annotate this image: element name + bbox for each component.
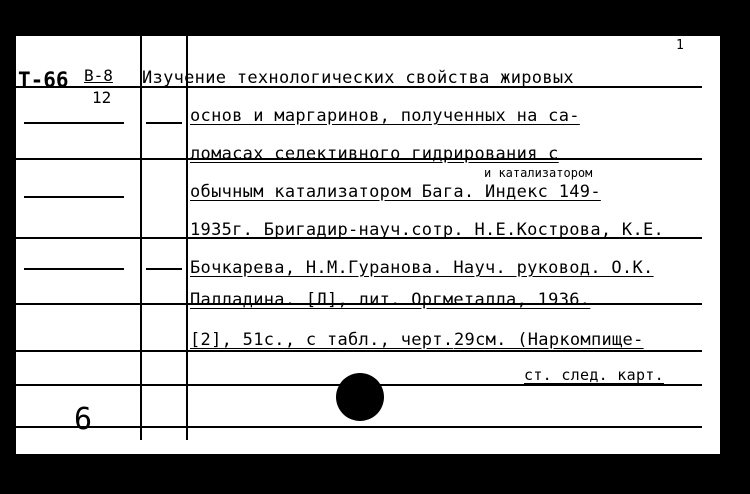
ruled-line — [16, 350, 702, 352]
margin-dash — [146, 268, 182, 270]
margin-dash — [146, 158, 182, 160]
margin-dash — [24, 196, 124, 198]
ruled-line — [16, 426, 702, 428]
size-text: 29см. (Наркомпище- — [454, 330, 644, 350]
text-line-2: основ и маргаринов, полученных на са- — [190, 106, 580, 126]
text-line-3: ломасах селективного гидрирования с — [190, 144, 559, 164]
punch-hole — [336, 373, 384, 421]
text-line-9: ст. след. карт. — [524, 366, 664, 384]
text-line-1: Изучение технологических свойства жировых — [142, 68, 574, 88]
text-line-8: [2], 51с., с табл., черт. — [190, 330, 454, 350]
insertion-text: и катализатором — [484, 166, 593, 180]
text-line-5: 1935г. Бригадир-науч.сотр. Н.Е.Кострова, К.Е. — [190, 220, 665, 240]
text-line-4: обычным катализатором Бага. Индекс 149- — [190, 182, 601, 202]
margin-dash — [24, 268, 124, 270]
page-number: 1 — [676, 38, 684, 53]
code-bottom: 12 — [92, 88, 112, 107]
catalog-card — [16, 36, 720, 454]
margin-dash — [24, 122, 124, 124]
shelf-mark: Т-66 — [18, 68, 69, 92]
margin-dash — [146, 122, 182, 124]
text-line-7: Палладина. [Л], лит. Оргметалла, 1936. — [190, 290, 591, 310]
bottom-mark: 6 — [74, 402, 93, 437]
text-line-6: Бочкарева, Н.М.Гуранова. Науч. руковод. О.К. — [190, 258, 654, 278]
code-top: В-8 — [84, 66, 113, 85]
